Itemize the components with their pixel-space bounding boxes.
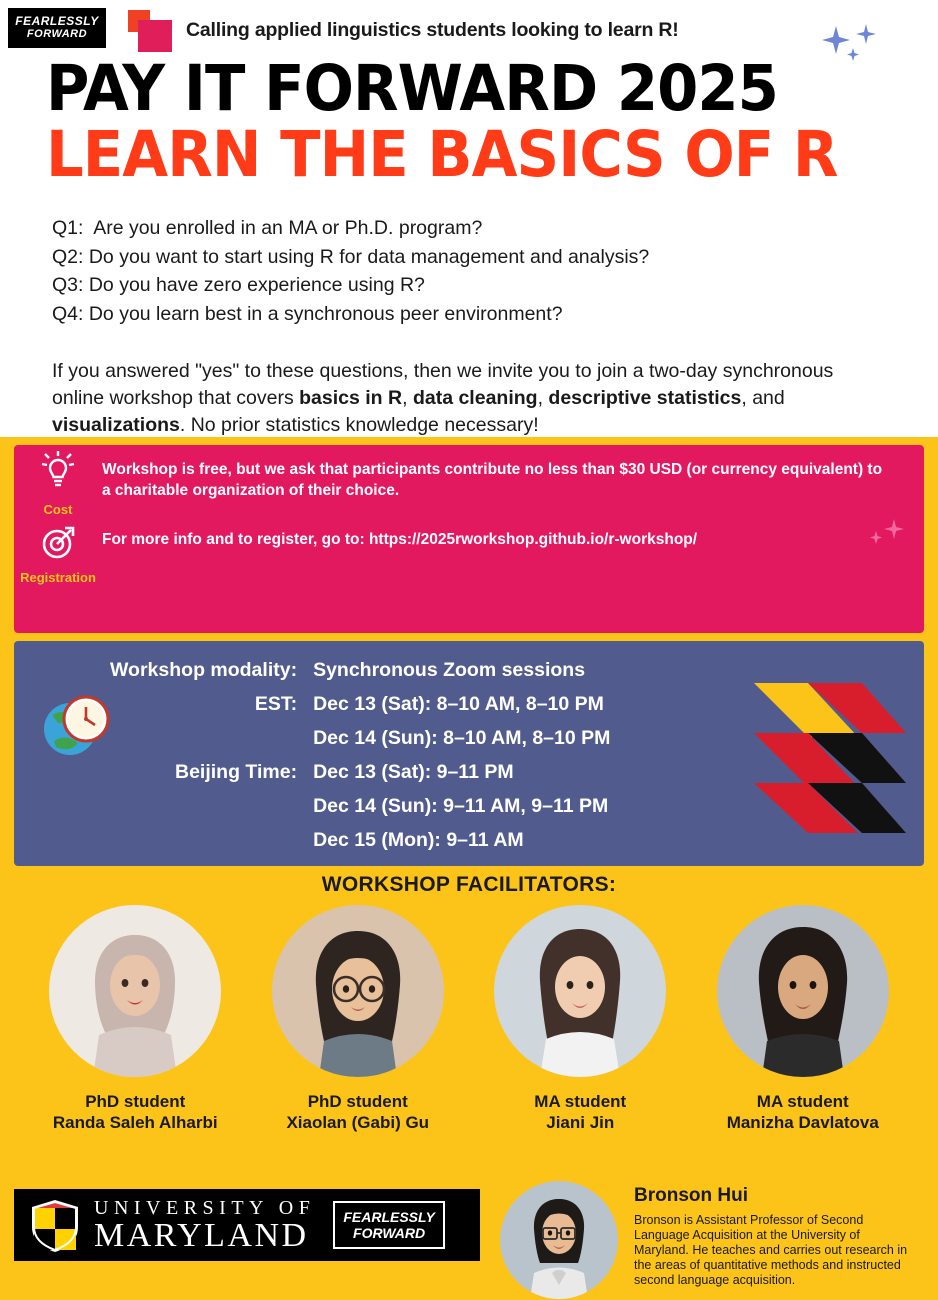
registration-url[interactable]: https://2025rworkshop.github.io/r-workshop/ (368, 531, 698, 548)
schedule-value: Dec 13 (Sat): 9–11 PM (313, 761, 514, 783)
schedule-label: Beijing Time: (175, 761, 298, 783)
instructor-bio: Bronson is Assistant Professor of Second Language Acquisition at the University of Maryland. He teaches and carries out research in the areas of quantitative methods and instructed second language acquisition. (634, 1213, 908, 1287)
schedule-panel (14, 641, 924, 866)
target-arrow-icon (38, 523, 78, 563)
intro-text-5: . No prior statistics knowledge necessary! (179, 414, 539, 436)
intro-paragraph (0, 328, 938, 439)
question-item: Q1: Are you enrolled in an MA or Ph.D. program? (52, 217, 483, 239)
facilitator-role: MA student (534, 1092, 627, 1111)
schedule-label (110, 789, 313, 823)
cost-row (14, 445, 924, 517)
intro-bold-2: data cleaning (412, 387, 538, 409)
university-logo (14, 1189, 480, 1261)
schedule-value: Dec 13 (Sat): 8–10 AM, 8–10 PM (313, 693, 604, 715)
intro-text-4: , and (741, 387, 785, 409)
question-item: Q2: Do you want to start using R for data management and analysis? (52, 245, 650, 268)
facilitator-role: MA student (756, 1092, 849, 1111)
sparkle-icon (864, 515, 908, 551)
schedule-row-modality (110, 653, 610, 687)
facilitators-heading: WORKSHOP FACILITATORS: (321, 873, 617, 896)
avatar (272, 905, 444, 1077)
yellow-content-band (0, 437, 938, 1300)
facilitators-row (0, 905, 938, 1133)
facilitator-role: PhD student (307, 1092, 408, 1111)
university-line-2: MARYLAND (94, 1216, 309, 1254)
pink-square (138, 20, 172, 52)
chevron-logo-icon (746, 675, 906, 840)
facilitator-name (35, 1091, 235, 1133)
cost-icon-column (14, 445, 102, 517)
registration-text (102, 517, 737, 550)
university-line-1: UNIVERSITY OF (94, 1196, 316, 1219)
schedule-label: EST: (254, 693, 298, 715)
logo-line-2: FORWARD (26, 28, 88, 40)
modality-value: Synchronous Zoom sessions (313, 659, 586, 681)
registration-icon-column (14, 517, 102, 585)
schedule-value: Dec 14 (Sun): 9–11 AM, 9–11 PM (313, 795, 609, 817)
schedule-value: Dec 14 (Sun): 8–10 AM, 8–10 PM (313, 727, 611, 749)
facilitator-card (480, 905, 680, 1133)
facilitator-name (480, 1091, 680, 1133)
schedule-row (110, 687, 610, 721)
facilitator-fullname: Randa Saleh Alharbi (52, 1113, 218, 1132)
question-item: Q4: Do you learn best in a synchronous peer environment? (52, 302, 563, 325)
registration-row (14, 517, 924, 585)
schedule-value: Dec 15 (Mon): 9–11 AM (313, 829, 524, 851)
page-title: PAY IT FORWARD 2025 (46, 52, 778, 125)
cost-registration-panel (14, 445, 924, 633)
intro-bold-1: basics in R (299, 387, 403, 409)
intro-text-2: , (402, 387, 413, 409)
title-block (0, 52, 938, 191)
badge-line-1: FEARLESSLY (343, 1209, 435, 1225)
facilitator-role: PhD student (85, 1092, 186, 1111)
intro-bold-4: visualizations (52, 414, 180, 436)
registration-label: Registration (20, 570, 96, 585)
facilitator-fullname: Manizha Davlatova (726, 1113, 879, 1132)
facilitator-fullname: Jiani Jin (546, 1113, 615, 1132)
schedule-row (110, 823, 610, 857)
avatar (717, 905, 889, 1077)
modality-label: Workshop modality: (110, 659, 298, 681)
schedule-label (110, 721, 313, 755)
schedule-table (110, 653, 750, 857)
decorative-squares (128, 10, 172, 54)
tagline: Calling applied linguistics students looking to learn R! (186, 19, 679, 41)
schedule-row (110, 721, 610, 755)
schedule-label (110, 823, 313, 857)
cost-text: Workshop is free, but we ask that participants contribute no less than $30 USD (or currency equivalent) to a charitable organization of their choice. (102, 461, 883, 499)
facilitator-card (258, 905, 458, 1133)
intro-text-3: , (537, 387, 549, 409)
schedule-row (110, 789, 610, 823)
maryland-shield-icon (28, 1198, 82, 1252)
avatar (500, 1181, 618, 1299)
instructor-name: Bronson Hui (634, 1185, 748, 1206)
badge-line-2: FORWARD (353, 1225, 426, 1241)
question-item: Q3: Do you have zero experience using R? (52, 274, 425, 296)
intro-bold-3: descriptive statistics (548, 387, 742, 409)
facilitator-name (703, 1091, 903, 1133)
instructor-info (634, 1181, 914, 1288)
page-subtitle: LEARN THE BASICS OF R (46, 118, 838, 191)
world-clock-icon (42, 693, 110, 761)
fearlessly-forward-badge (333, 1201, 445, 1249)
logo-line-1: FEARLESSLY (15, 14, 99, 28)
university-name (94, 1198, 315, 1253)
facilitator-card (35, 905, 235, 1133)
questions-list (0, 188, 938, 328)
avatar (49, 905, 221, 1077)
fearlessly-forward-logo (8, 8, 106, 48)
facilitator-name (258, 1091, 458, 1133)
facilitator-card (703, 905, 903, 1133)
instructor-card (500, 1181, 914, 1299)
facilitator-fullname: Xiaolan (Gabi) Gu (286, 1113, 430, 1132)
registration-prefix: For more info and to register, go to: (102, 531, 369, 548)
cost-label: Cost (43, 502, 73, 517)
avatar (494, 905, 666, 1077)
intro-text-1: If you answered "yes" to these questions, then we invite you to join a two-day synchronous online workshop that covers (52, 360, 834, 409)
lightbulb-icon (38, 451, 78, 495)
schedule-row (110, 755, 610, 789)
page-header (0, 0, 938, 52)
